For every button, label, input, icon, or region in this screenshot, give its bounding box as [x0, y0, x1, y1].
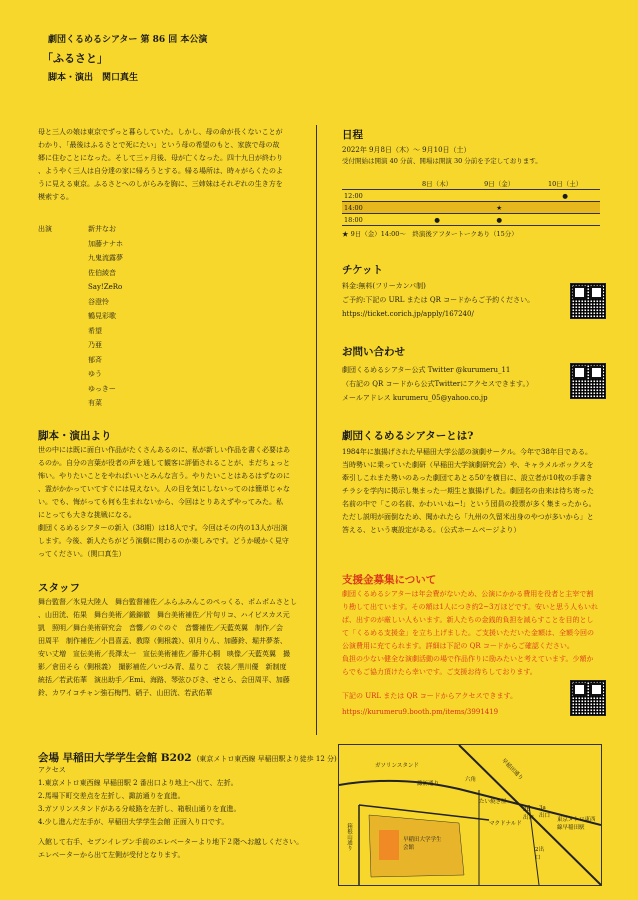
- schedule-note: 受付開始は開演 40 分前、開場は開演 30 分前を予定しております。: [342, 157, 542, 165]
- support-line: らでもご協力頂けたら幸いです。ご支援お待ちしております。: [342, 668, 537, 676]
- map-label-exit3a: 3a出口: [539, 805, 551, 819]
- support-line: て「くるめる支援金」を立ち上げました。ご支援いただいた金額は、全額今回の: [342, 629, 594, 637]
- support-line: 劇団くるめるシアターは年会費がないため、公演にかかる費用を役者と主宰で割: [342, 590, 594, 598]
- cast-label: 出演: [38, 225, 52, 233]
- cast-label: [38, 251, 88, 266]
- synopsis-line: わかり、「最後はふるさとで死にたい」という母の希望のもと、家族で母の故: [38, 141, 280, 149]
- director-note-line: 、霊がかかっていてすぐには見えない。人の目を気にしないってのは簡単じゃな: [38, 485, 290, 493]
- schedule-dates: 2022年 9月8日（木）～ 9月10日（土）: [342, 146, 471, 154]
- cast-name: 希望: [88, 326, 102, 335]
- map-label-waseda-st: 早稲田通り: [500, 757, 524, 782]
- cast-name: ゆっきー: [88, 384, 116, 393]
- access-note-line: 入館して右手、セブンイレブン手前のエレベーターより地下２階へお越しください。: [38, 838, 304, 846]
- support-line: ば、出すのが厳しい人もいます。新人たちの金銭的負担を減らすことを目的とし: [342, 616, 594, 624]
- cast-name: 郁斉: [88, 355, 102, 364]
- synopsis: [38, 126, 306, 204]
- director-note: [38, 444, 308, 561]
- cast-row: [38, 237, 238, 252]
- staff-line: 鈴、カワイコチャン強石梅門、硝子、山田洸、若武佑華: [38, 689, 213, 697]
- director-note-line: 怖い。やりたいことをやればいいとみんな言う。やりたいことはあるはずなのに: [38, 472, 290, 480]
- schedule-table: [342, 178, 600, 226]
- about-line: ただし説明が面倒なため、聞かれたら「九州の久留米出身のやつが多いから」と: [342, 513, 594, 521]
- synopsis-line: 、ようやく三人は自分達の家に帰ろうとする。帰る場所は、時々がらくたのよ: [38, 167, 283, 175]
- support-line: 負担の少ない健全な演劇活動の場で作品作りに励みたいと考えています。少額か: [342, 655, 594, 663]
- schedule-mark: [406, 190, 468, 202]
- schedule-day: 9日（金）: [468, 178, 530, 190]
- support-qr-code[interactable]: [570, 680, 606, 716]
- cast-row: [38, 251, 238, 266]
- cast-label: [38, 382, 88, 397]
- contact-twitter: 劇団くるめるシアター公式 Twitter @kurumeru_11: [342, 366, 511, 374]
- director-note-line: ってください。（関口真生）: [38, 550, 126, 558]
- schedule-day: 10日（土）: [530, 178, 600, 190]
- access-note-line: エレベーターから出て左側が受付となります。: [38, 851, 185, 859]
- map-label-rokkaku: 六角: [465, 777, 477, 783]
- about-line: 1984年に旗揚げされた早稲田大学公認の演劇サークル。今年で38年目である。: [342, 448, 592, 456]
- schedule-day: 8日（木）: [406, 178, 468, 190]
- synopsis-line: 模索する。: [38, 193, 73, 201]
- cast-name: 有菜: [88, 399, 102, 407]
- cast-name: 佐伯綾音: [88, 268, 116, 277]
- support-text: [342, 588, 616, 679]
- cast-name: 九鬼流露夢: [88, 254, 123, 262]
- venue-title: [38, 746, 337, 766]
- about-line: 答える、という裏設定がある。（公式ホームページより）: [342, 526, 521, 534]
- about-line: 牽引しこれまた勢いのあった劇団てあとる50'を横目に、設立者が10枚の手書き: [342, 474, 593, 482]
- cast-name: 谷澄怜: [88, 297, 109, 306]
- schedule-time: 12:00: [342, 190, 406, 202]
- staff-line: 影／倉田そら（側根義） 撮影補佐／いづみ青、星りこ 衣装／黒川優 新制度: [38, 663, 287, 671]
- support-url[interactable]: https://kurumeru9.booth.pm/items/3991419: [342, 708, 499, 716]
- map-label-exit2: 2出口: [535, 847, 544, 861]
- schedule-mark: [406, 202, 468, 214]
- support-line: 公演費用に充てられます。詳細は下記の QR コードからご確認ください。: [342, 642, 574, 650]
- about-line: チラシを学内に掲示し集まった一期生と旗揚げした。劇団名の由来は待ち寄った: [342, 487, 594, 495]
- schedule-mark: ●: [406, 214, 468, 226]
- director-note-line: にとっても大きな挑戦になる。: [38, 511, 136, 519]
- director-note-line: 劇団くるめるシアターの新入（38期）は18人です。今回はその内の13人が出演: [38, 524, 288, 532]
- cast-row: [38, 266, 238, 281]
- cast-label: [38, 338, 88, 353]
- cast-row: [38, 295, 238, 310]
- cast-row: [38, 309, 238, 324]
- access-label: アクセス: [38, 766, 66, 774]
- ticket-price: 料金:無料(フリーカンパ制): [342, 282, 426, 290]
- about-text: [342, 446, 614, 537]
- map-label-metro: 東京メトロ東西線早稲田駅: [557, 817, 596, 831]
- contact-mail[interactable]: メールアドレス kurumeru_05@yahoo.co.jp: [342, 394, 488, 402]
- about-line: 名前の中で「この名前、かわいいね~!」という団員の投票が多く集まったから。: [342, 500, 596, 508]
- author: 脚本・演出 関口真生: [48, 73, 139, 83]
- director-heading: 脚本・演出より: [38, 430, 112, 442]
- staff-heading: スタッフ: [38, 582, 80, 594]
- ticket-reserve: ご予約:下記の URL または QR コードからご予約ください。: [342, 296, 535, 304]
- ticket-url[interactable]: https://ticket.corich.jp/apply/167240/: [342, 310, 474, 318]
- access-note: [38, 836, 318, 862]
- cast-name: Say!ZeRo: [88, 283, 123, 291]
- access-step: 2.馬場下町交差点を左折し、諏訪通りを直進。: [38, 792, 185, 800]
- schedule-heading: 日程: [342, 129, 363, 141]
- map-label-mcd: マクドナルド: [489, 821, 522, 827]
- venue-heading: 会場 早稲田大学学生会館 B202: [38, 752, 192, 764]
- cast-label: [38, 367, 88, 382]
- schedule-row: [342, 190, 600, 202]
- director-note-line: 世の中には既に面白い作品がたくさんあるのに、私が新しい作品を書く必要はあ: [38, 446, 290, 454]
- cast-row: [38, 324, 238, 339]
- schedule-mark: ●: [468, 214, 530, 226]
- map-label-suwa: 諏訪通り: [417, 781, 440, 787]
- map-label-exit3b: 3b出口: [523, 807, 535, 821]
- cast-label: [38, 266, 88, 281]
- synopsis-line: 母と三人の娘は東京でずっと暮らしていた。しかし、母の命が長くないことが: [38, 128, 283, 136]
- cast-label: [38, 237, 88, 252]
- map-label-building: 早稲田大学学生会館: [403, 837, 442, 851]
- cast-label: [38, 309, 88, 324]
- cast-name: 鶴見彩歌: [88, 312, 116, 320]
- contact-twitter-note: （右記の QR コードから公式Twitterにアクセスできます。）: [342, 380, 533, 388]
- schedule-time: 18:00: [342, 214, 406, 226]
- cast-row: [38, 338, 238, 353]
- schedule-row: [342, 214, 600, 226]
- staff-line: 凱 照明／舞台美術研究会 音響／のぐのぐ 音響補佐／天藍英翼 制作／会: [38, 624, 283, 632]
- map: [338, 744, 602, 886]
- cast-name: 乃亜: [88, 341, 102, 349]
- staff-list: [38, 596, 310, 700]
- support-line: り勘して出ています。その額は1人につき約2~3万ほどです。安いと思う人もいれ: [342, 603, 598, 611]
- access-step: 3.ガソリンスタンドがある分岐路を左折し、箱根山通りを直進。: [38, 805, 241, 813]
- cast-row: [38, 367, 238, 382]
- cast-label: [38, 295, 88, 310]
- staff-line: 田周平 制作補佐／小昌喜孟、教際（側根義）、卯月りん、加藤鈴、堀井夢茶、: [38, 637, 287, 645]
- cast-row: [38, 222, 238, 237]
- support-heading: 支援金募集について: [342, 574, 437, 586]
- cast-label: [38, 324, 88, 339]
- cast-name: ゆう: [88, 370, 102, 378]
- access-steps: [38, 777, 318, 829]
- cast-list: [38, 222, 238, 411]
- director-note-line: します。今後、新人たちがどう演劇に関わるのか楽しみです。どうか暖かく見守: [38, 537, 289, 545]
- schedule-mark: [468, 190, 530, 202]
- subtitle: 劇団くるめるシアター 第 86 回 本公演: [48, 35, 208, 45]
- schedule-mark: [530, 202, 600, 214]
- cast-label: [38, 280, 88, 295]
- cast-label: [38, 396, 88, 411]
- ticket-qr-code[interactable]: [570, 283, 606, 319]
- synopsis-line: 郷に住むことになった。そして三ヶ月後、母が亡くなった。四十九日が終わり: [38, 154, 283, 162]
- map-label-gas: ガソリンスタンド: [375, 763, 419, 769]
- column-divider: [316, 125, 317, 735]
- building-marker: [379, 830, 399, 860]
- cast-row: [38, 280, 238, 295]
- access-step: 1.東京メトロ東西線 早稲田駅 2 番出口より地上へ出て、左折。: [38, 779, 238, 787]
- support-link-note: 下記の URL または QR コードからアクセスできます。: [342, 692, 517, 700]
- contact-heading: お問い合わせ: [342, 346, 405, 358]
- synopsis-line: うに見える東京。ふるさとへのしがらみを胸に、三姉妹はそれぞれの生き方を: [38, 180, 283, 188]
- cast-row: [38, 396, 238, 411]
- access-step: 4.少し進んだ左手が、早稲田大学学生会館 正面入り口です。: [38, 818, 229, 826]
- schedule-mark: ★: [468, 202, 530, 214]
- map-label-hakone: 箱根山通り: [346, 823, 352, 851]
- about-line: 当時勢いに乗っていた劇研（早稲田大学演劇研究会）や、キャラメルボックスを: [342, 461, 594, 469]
- staff-line: 舞台監督／氷見大陸人 舞台監督補佐／ふらふみんこのぺっくる、ポムポムさとし: [38, 598, 297, 606]
- schedule-mark: ●: [530, 190, 600, 202]
- about-heading: 劇団くるめるシアターとは?: [342, 430, 474, 442]
- schedule-mark: [530, 214, 600, 226]
- cast-name: 加藤ナナホ: [88, 239, 123, 248]
- cast-row: [38, 353, 238, 368]
- map-label-tairyu: たい焼き屋: [479, 799, 507, 805]
- cast-name: 新井なお: [88, 225, 116, 233]
- schedule-footnote: ★ 9日（金）14:00～ 終演後アフタートークあり（15分）: [342, 230, 518, 238]
- staff-line: 、山田洸、佑果 舞台美術／鍛錦徹 舞台美術補佐／片句リコ、ハイビスカス元: [38, 611, 290, 619]
- ticket-heading: チケット: [342, 264, 384, 276]
- cast-label: [38, 353, 88, 368]
- schedule-row: [342, 202, 600, 214]
- twitter-qr-code[interactable]: [570, 363, 606, 399]
- title: 「ふるさと」: [42, 52, 108, 65]
- cast-row: [38, 382, 238, 397]
- staff-line: 安い丈増 宣伝美術／長澤太一 宣伝美術補佐／藤井心桐 映像／天藍英翼 撮: [38, 650, 290, 658]
- schedule-header-row: [342, 178, 600, 190]
- director-note-line: るのか。自分の言葉が役者の声を通して観客に評価されることが、まだちょっと: [38, 459, 290, 467]
- director-note-line: い。でも、悔がっても何も生まれないから、今回はとりあえずやってみた。私: [38, 498, 283, 506]
- staff-line: 統括／若武佑華 演出助手／Emi、海路、琴弦ひびき、せとら、会田周平、加藤: [38, 676, 290, 684]
- schedule-time: 14:00: [342, 202, 406, 214]
- venue-sub: (東京メトロ東西線 早稲田駅より徒歩 12 分): [196, 755, 337, 763]
